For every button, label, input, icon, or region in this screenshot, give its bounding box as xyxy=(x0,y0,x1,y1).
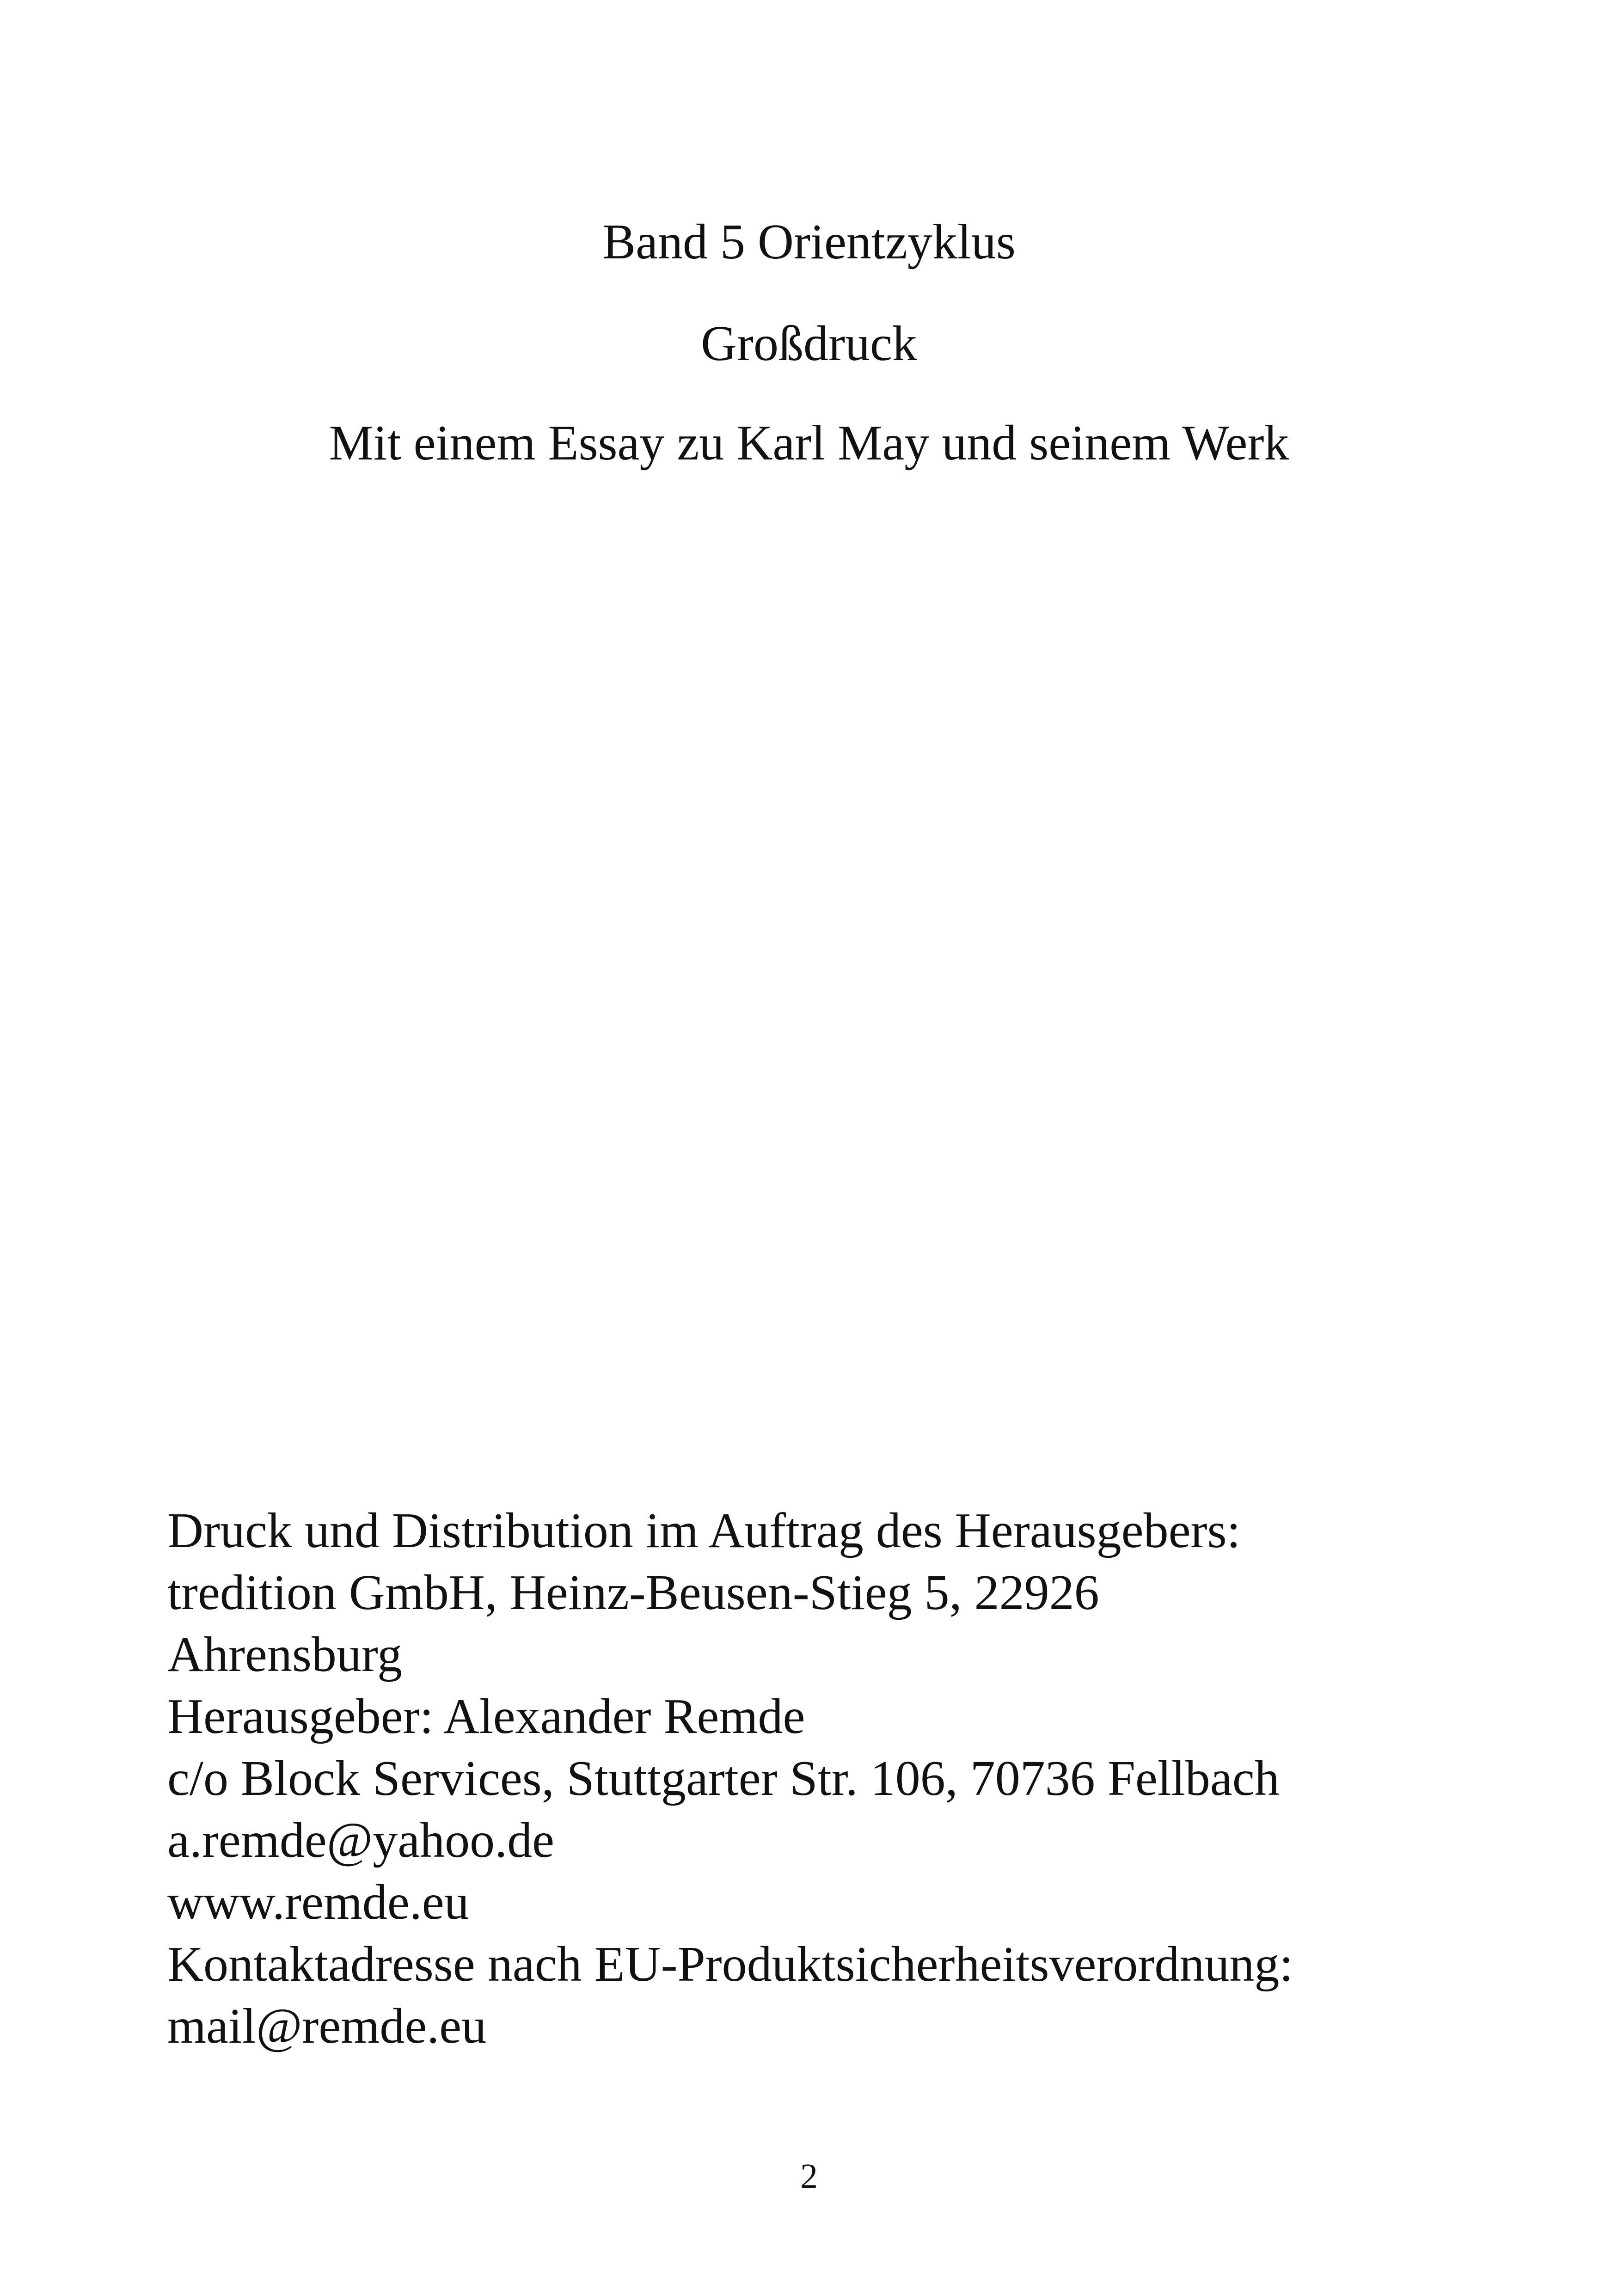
page-number: 2 xyxy=(800,2157,818,2196)
imprint-line-email: a.remde@yahoo.de xyxy=(167,1813,555,1868)
imprint-line-editor: Herausgeber: Alexander Remde xyxy=(167,1689,805,1744)
imprint-line-publisher-address: tredition GmbH, Heinz-Beusen-Stieg 5, 22926 xyxy=(167,1565,1099,1620)
imprint-line-contact-heading: Kontaktadresse nach EU-Produktsicherheitsverordnung: xyxy=(167,1937,1293,1992)
edition-label: Großdruck xyxy=(701,316,917,371)
imprint-line-contact-email: mail@remde.eu xyxy=(167,1999,487,2054)
volume-title: Band 5 Orientzyklus xyxy=(602,214,1016,269)
imprint xyxy=(167,1500,1554,2057)
imprint-line-city: Ahrensburg xyxy=(167,1627,402,1682)
imprint-line-distribution: Druck und Distribution im Auftrag des Herausgebers: xyxy=(167,1503,1241,1558)
imprint-line-editor-address: c/o Block Services, Stuttgarter Str. 106, 70736 Fellbach xyxy=(167,1751,1280,1806)
imprint-line-website: www.remde.eu xyxy=(167,1875,469,1930)
subtitle: Mit einem Essay zu Karl May und seinem Werk xyxy=(329,416,1289,471)
